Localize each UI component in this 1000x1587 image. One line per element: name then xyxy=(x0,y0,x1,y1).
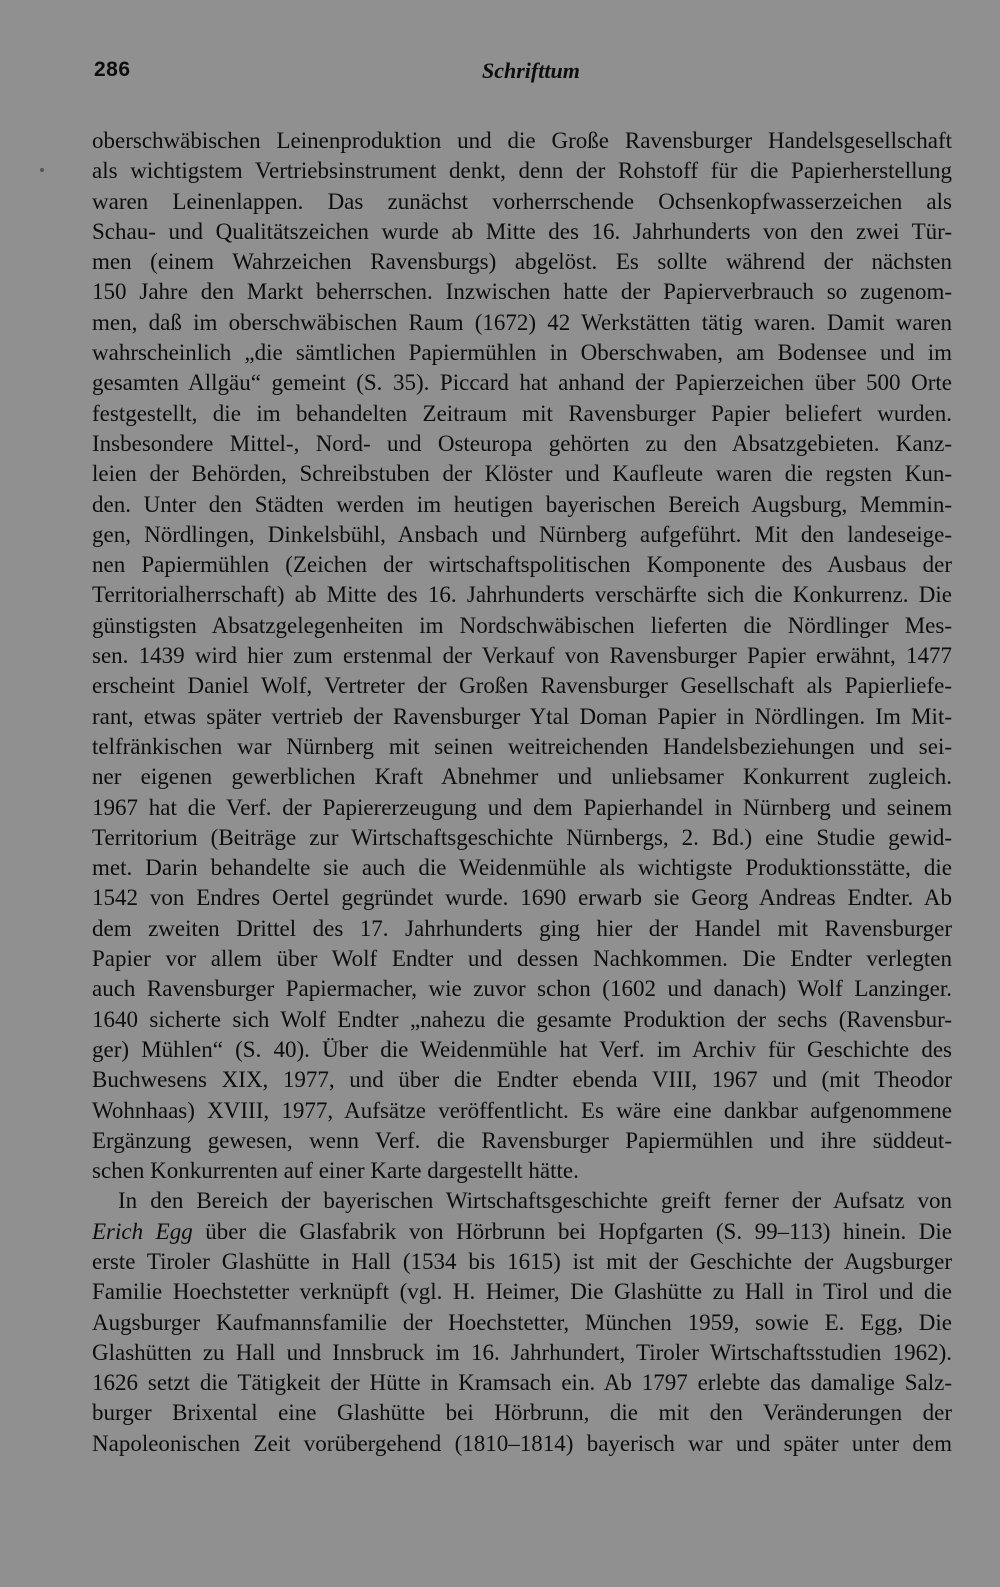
text-line: Wohnhaas) XVIII, 1977, Aufsätze veröffentlicht. Es wäre eine dankbar aufgenommene xyxy=(92,1097,952,1123)
text-line: 1542 von Endres Oertel gegründet wurde. 1690 erwarb sie Georg Andreas Endter. Ab xyxy=(92,885,952,911)
page-number: 286 xyxy=(94,58,131,81)
text-line: met. Darin behandelte sie auch die Weidenmühle als wichtigste Produktionsstätte, die xyxy=(92,855,952,881)
text-line: rant, etwas später vertrieb der Ravensburger Ytal Doman Papier in Nördlingen. Im Mit- xyxy=(92,703,952,729)
text-line: den. Unter den Städten werden im heutigen bayerischen Bereich Augsburg, Memmin- xyxy=(92,491,952,517)
text-line: auch Ravensburger Papiermacher, wie zuvor schon (1602 und danach) Wolf Lanzinger. xyxy=(92,976,952,1002)
text-line: Ergänzung gewesen, wenn Verf. die Ravensburger Papiermühlen und ihre süddeut- xyxy=(92,1127,952,1153)
text-line: schen Konkurrenten auf einer Karte dargestellt hätte. xyxy=(92,1158,579,1184)
text-line: men (einem Wahrzeichen Ravensburgs) abgelöst. Es sollte während der nächsten xyxy=(92,249,952,275)
text-line: Glashütten zu Hall und Innsbruck im 16. Jahrhundert, Tiroler Wirtschaftsstudien 1962). xyxy=(92,1339,952,1365)
text-line: leien der Behörden, Schreibstuben der Klöster und Kaufleute waren die regsten Kun- xyxy=(92,461,952,487)
text-line: wahrscheinlich „die sämtlichen Papiermühlen in Oberschwaben, am Bodensee und im xyxy=(92,340,952,366)
text-line: men, daß im oberschwäbischen Raum (1672) 42 Werkstätten tätig waren. Damit waren xyxy=(92,309,952,335)
text-line: gen, Nördlingen, Dinkelsbühl, Ansbach und Nürnberg aufgeführt. Mit den landeseige- xyxy=(92,521,952,547)
text-line: 1967 hat die Verf. der Papiererzeugung und dem Papierhandel in Nürnberg und seinem xyxy=(92,794,952,820)
section-title: Schrifttum xyxy=(482,58,580,83)
text-line: telfränkischen war Nürnberg mit seinen weitreichenden Handelsbeziehungen und sei- xyxy=(92,733,952,759)
text-line: erscheint Daniel Wolf, Vertreter der Großen Ravensburger Gesellschaft als Papierliefe- xyxy=(92,673,952,699)
stray-ink-mark xyxy=(40,168,44,172)
body-text xyxy=(92,126,952,1459)
text-line: Buchwesens XIX, 1977, und über die Endter ebenda VIII, 1967 und (mit Theodor xyxy=(92,1067,952,1093)
text-line-with-author xyxy=(92,1217,952,1247)
text-line: Territorialherrschaft) ab Mitte des 16. Jahrhunderts verschärfte sich die Konkurrenz. Die xyxy=(92,582,952,608)
author-name: Erich Egg xyxy=(92,1218,193,1244)
running-header xyxy=(94,58,950,92)
text-line: oberschwäbischen Leinenproduktion und die Große Ravensburger Handelsgesellschaft xyxy=(92,128,952,153)
text-line: 1626 setzt die Tätigkeit der Hütte in Kramsach ein. Ab 1797 erlebte das damalige Salz- xyxy=(92,1370,952,1396)
text-line: ner eigenen gewerblichen Kraft Abnehmer und unliebsamer Konkurrent zugleich. xyxy=(92,764,952,790)
text-line: ger) Mühlen“ (S. 40). Über die Weidenmühle hat Verf. im Archiv für Geschichte des xyxy=(92,1036,952,1062)
text-line: In den Bereich der bayerischen Wirtschaftsgeschichte greift ferner der Aufsatz von xyxy=(118,1188,952,1214)
text-line: Insbesondere Mittel-, Nord- und Osteuropa gehörten zu den Absatzgebieten. Kanz- xyxy=(92,430,952,456)
text-line: erste Tiroler Glashütte in Hall (1534 bis 1615) ist mit der Geschichte der Augsburger xyxy=(92,1248,952,1274)
text-line: Napoleonischen Zeit vorübergehend (1810–1814) bayerisch war und später unter dem xyxy=(92,1430,952,1456)
text-line: 1640 sicherte sich Wolf Endter „nahezu die gesamte Produktion der sechs (Ravensbur- xyxy=(92,1006,952,1032)
text-line: gesamten Allgäu“ gemeint (S. 35). Piccard hat anhand der Papierzeichen über 500 Orte xyxy=(92,370,952,396)
text-line: günstigsten Absatzgelegenheiten im Nordschwäbischen lieferten die Nördlinger Mes- xyxy=(92,612,952,638)
text-line: Familie Hoechstetter verknüpft (vgl. H. Heimer, Die Glashütte zu Hall in Tirol und die xyxy=(92,1279,952,1305)
text-line: nen Papiermühlen (Zeichen der wirtschaftspolitischen Komponente des Ausbaus der xyxy=(92,552,952,578)
text-line: festgestellt, die im behandelten Zeitraum mit Ravensburger Papier beliefert wurden. xyxy=(92,400,952,426)
text-line: Papier vor allem über Wolf Endter und dessen Nachkommen. Die Endter verlegten xyxy=(92,946,952,972)
text-line: Territorium (Beiträge zur Wirtschaftsgeschichte Nürnbergs, 2. Bd.) eine Studie gewid- xyxy=(92,824,952,850)
text-line: Schau- und Qualitätszeichen wurde ab Mitte des 16. Jahrhunderts von den zwei Tür- xyxy=(92,218,952,244)
text-line: burger Brixental eine Glashütte bei Hörbrunn, die mit den Veränderungen der xyxy=(92,1400,952,1426)
text-line: waren Leinenlappen. Das zunächst vorherrschende Ochsenkopfwasserzeichen als xyxy=(92,188,952,214)
text-line: sen. 1439 wird hier zum erstenmal der Verkauf von Ravensburger Papier erwähnt, 1477 xyxy=(92,643,952,669)
text-line-rest: über die Glasfabrik von Hörbrunn bei Hopfgarten (S. 99–113) hinein. Die xyxy=(192,1218,952,1244)
text-line: dem zweiten Drittel des 17. Jahrhunderts ging hier der Handel mit Ravensburger xyxy=(92,915,952,941)
text-line: als wichtigstem Vertriebsinstrument denkt, denn der Rohstoff für die Papierherstellung xyxy=(92,158,952,184)
text-line: 150 Jahre den Markt beherrschen. Inzwischen hatte der Papierverbrauch so zugenom- xyxy=(92,279,952,305)
text-line: Augsburger Kaufmannsfamilie der Hoechstetter, München 1959, sowie E. Egg, Die xyxy=(92,1309,952,1335)
